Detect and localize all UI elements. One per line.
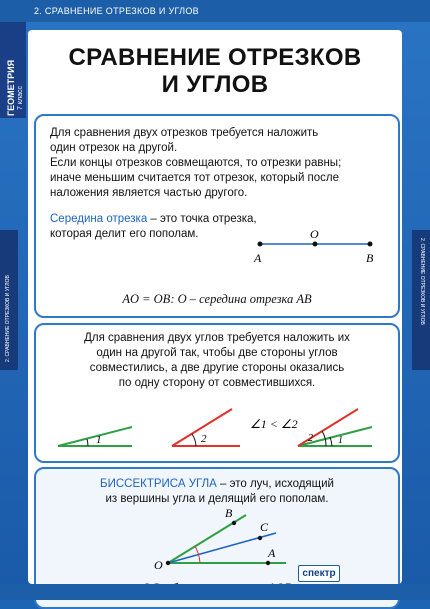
left-tab-text: 2. СРАВНЕНИЕ ОТРЕЗКОВ И УГЛОВ xyxy=(5,275,11,362)
bisector-rest: – это луч, исходящий xyxy=(216,478,334,490)
subject-text: ГЕОМЕТРИЯ xyxy=(6,59,16,116)
title-line-2: И УГЛОВ xyxy=(161,71,269,98)
right-tab-text: 2. СРАВНЕНИЕ ОТРЕЗКОВ И УГЛОВ xyxy=(419,238,425,325)
midpoint-formula: AO = OB: O – середина отрезка AB xyxy=(122,292,312,306)
text-line: иначе меньшим считается тот отрезок, который после xyxy=(50,172,340,184)
point-a xyxy=(258,242,263,247)
label-b: B xyxy=(366,251,374,265)
point-b xyxy=(232,521,236,525)
midpoint-rest: – это точка отрезка, xyxy=(147,213,257,225)
bisector-term: БИССЕКТРИСА УГЛА xyxy=(100,478,217,490)
text-line: Если концы отрезков совмещаются, то отрезки равны; xyxy=(50,157,342,169)
text-line: по одну сторону от совместившихся. xyxy=(118,377,316,389)
label-a: A xyxy=(268,546,276,560)
text-line: Для сравнения двух отрезков требуется наложить xyxy=(50,127,319,139)
page-title xyxy=(28,44,402,98)
segments-box xyxy=(34,114,400,318)
subject-label xyxy=(0,22,26,118)
publisher-logo: спектр xyxy=(298,565,340,582)
overlay-label-2: 2 xyxy=(308,433,313,444)
angle-2 xyxy=(172,409,240,446)
label-o: O xyxy=(310,227,319,241)
text-line: Для сравнения двух углов требуется наложить их xyxy=(84,332,350,344)
point-a xyxy=(266,561,270,565)
label-b: B xyxy=(225,506,233,520)
angle-1 xyxy=(58,427,132,446)
right-tab xyxy=(412,230,430,370)
left-tab xyxy=(0,230,18,370)
title-line-1: СРАВНЕНИЕ ОТРЕЗКОВ xyxy=(68,44,362,71)
segment-figure xyxy=(36,116,398,316)
grade-text: 7 класс xyxy=(17,86,24,110)
top-bar xyxy=(0,0,430,22)
overlay-label-1: 1 xyxy=(338,435,343,446)
text-line: один на другой так, чтобы две стороны углов xyxy=(96,347,338,359)
text-line: совместились, а две другие стороны оказались xyxy=(89,362,345,374)
point-o xyxy=(313,242,318,247)
midpoint-line-2: которая делит его пополам. xyxy=(50,228,199,240)
angle-comparison: ∠1 < ∠2 xyxy=(250,417,298,431)
content-sheet xyxy=(28,30,402,584)
bisector-line-2: из вершины угла и делящий его пополам. xyxy=(105,493,329,505)
midpoint-term: Середина отрезка xyxy=(50,213,148,225)
angle-2-label: 2 xyxy=(201,433,207,445)
bottom-bar xyxy=(0,584,430,600)
angle-1-label: 1 xyxy=(96,434,102,446)
label-o: O xyxy=(154,558,163,572)
point-c xyxy=(258,536,262,540)
section-title: 2. СРАВНЕНИЕ ОТРЕЗКОВ И УГЛОВ xyxy=(34,6,199,16)
angles-overlay xyxy=(298,409,372,446)
angles-figure xyxy=(36,325,398,461)
text-line: один отрезок на другой. xyxy=(50,142,178,154)
angles-box xyxy=(34,323,400,463)
point-o xyxy=(166,561,170,565)
label-a: A xyxy=(254,251,262,265)
text-line: наложения является частью другого. xyxy=(50,187,248,199)
point-b xyxy=(368,242,373,247)
label-c: C xyxy=(260,520,269,534)
